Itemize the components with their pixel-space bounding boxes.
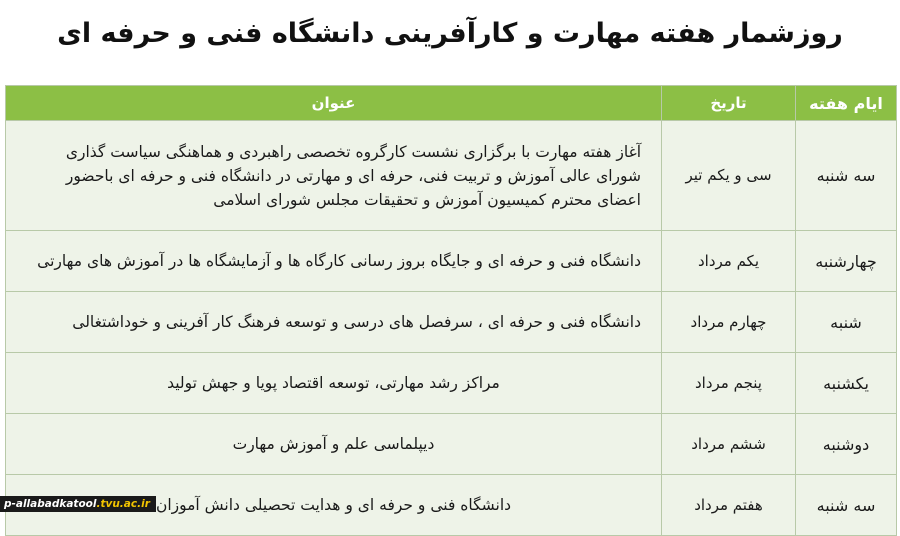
row-date: ششم مرداد: [662, 414, 796, 475]
row-subject: دیپلماسی علم و آموزش مهارت: [6, 414, 662, 475]
row-date: سی و یکم تیر: [662, 121, 796, 231]
column-header-subject: عنوان: [6, 86, 662, 121]
table-row: [6, 121, 897, 231]
watermark-prefix: p-allabadkatool: [4, 498, 97, 510]
table-row: [6, 231, 897, 292]
row-date: پنجم مرداد: [662, 353, 796, 414]
row-date: یکم مرداد: [662, 231, 796, 292]
row-date: چهارم مرداد: [662, 292, 796, 353]
column-header-day: ایام هفته: [796, 86, 897, 121]
table-row: [6, 292, 897, 353]
row-subject: مراکز رشد مهارتی، توسعه اقتصاد پویا و جهش تولید: [6, 353, 662, 414]
row-day: یکشنبه: [796, 353, 897, 414]
row-day: سه شنبه: [796, 121, 897, 231]
table-header-row: [6, 86, 897, 121]
column-header-date: تاریخ: [662, 86, 796, 121]
table-row: [6, 353, 897, 414]
page-title: روزشمار هفته مهارت و کارآفرینی دانشگاه فنی و حرفه ای: [57, 18, 843, 49]
site-watermark: [0, 496, 156, 512]
row-day: شنبه: [796, 292, 897, 353]
table-row: [6, 414, 897, 475]
row-date: هفتم مرداد: [662, 475, 796, 536]
row-day: چهارشنبه: [796, 231, 897, 292]
watermark-suffix: .tvu.ac.ir: [96, 498, 150, 510]
row-subject: دانشگاه فنی و حرفه ای ، سرفصل های درسی و توسعه فرهنگ کار آفرینی و خوداشتغالی: [6, 292, 662, 353]
row-day: سه شنبه: [796, 475, 897, 536]
row-subject: آغاز هفته مهارت با برگزاری نشست کارگروه تخصصی راهبردی و هماهنگی سیاست گذاری شورای عالی آموزش و تربیت فنی، حرفه ای و مهارتی در دانشگاه فنی و حرفه ای باحضور اعضای محترم کمیسیون آموزش و تحقیقات مجلس شورای اسلامی: [6, 121, 662, 231]
schedule-table: [5, 85, 897, 536]
row-subject: دانشگاه فنی و حرفه ای و جایگاه بروز رسانی کارگاه ها و آزمایشگاه ها در آموزش های مهارتی: [6, 231, 662, 292]
row-subject: دانشگاه فنی و حرفه ای و هدایت تحصیلی دانش آموزان: [6, 475, 662, 536]
schedule-table-container: [5, 85, 897, 523]
row-day: دوشنبه: [796, 414, 897, 475]
